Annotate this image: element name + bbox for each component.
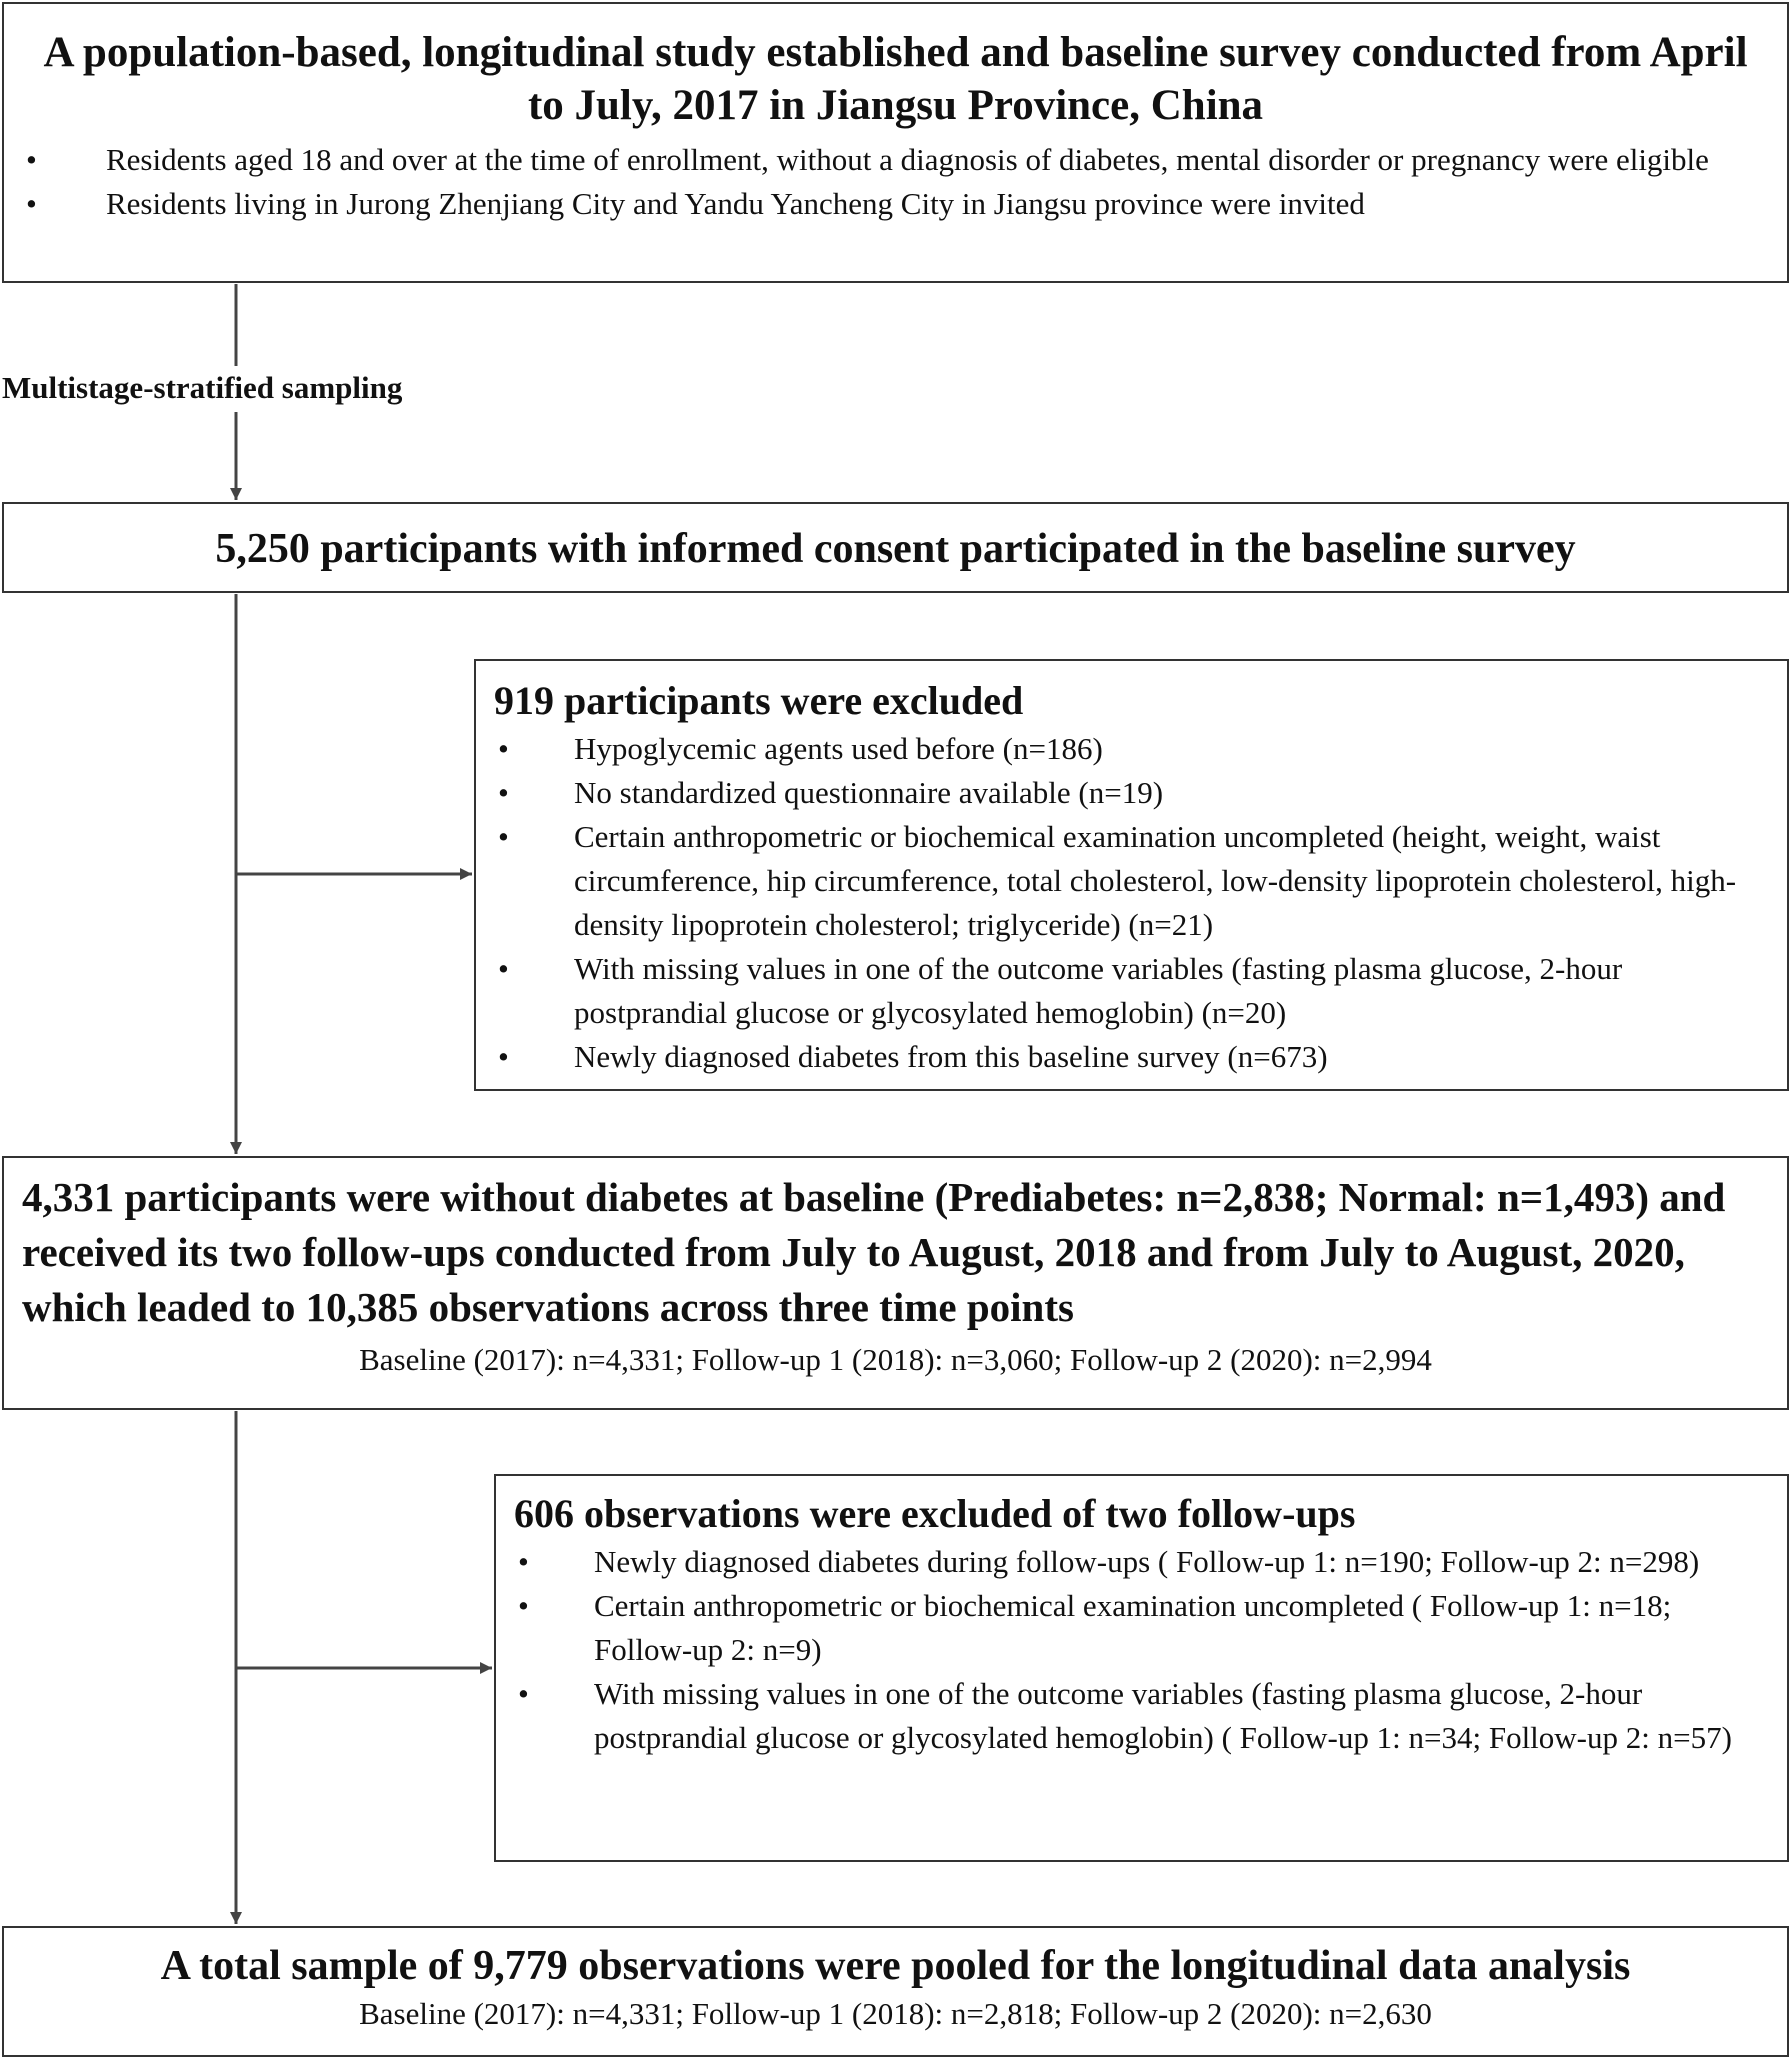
invitation-criterion: • Residents living in Jurong Zhenjiang City and Yandu Yancheng City in Jiangsu province were invited [26,182,1765,226]
participant-exclusion-title: 919 participants were excluded [494,678,1024,723]
study-eligibility-list [26,138,1765,226]
without-diabetes-counts: Baseline (2017): n=4,331; Follow-up 1 (2018): n=3,060; Follow-up 2 (2020): n=2,994 [359,1342,1432,1377]
exclusion-reason: • With missing values in one of the outcome variables (fasting plasma glucose, 2-hour postprandial glucose or glycosylated hemoglobin) ( Follow-up 1: n=34; Follow-up 2: n=57) [514,1672,1775,1760]
total-sample-box [2,1926,1789,2057]
exclusion-reason: • Newly diagnosed diabetes from this baseline survey (n=673) [494,1035,1777,1079]
study-design-title: A population-based, longitudinal study established and baseline survey conducted from April to July, 2017 in Jiangsu Province, China [43,29,1748,129]
participant-exclusion-list [494,727,1777,1079]
exclusion-reason: • Newly diagnosed diabetes during follow-ups ( Follow-up 1: n=190; Follow-up 2: n=298) [514,1540,1775,1584]
sampling-method-label: Multistage-stratified sampling [2,370,403,405]
participant-exclusion-box [474,659,1789,1091]
total-sample-counts: Baseline (2017): n=4,331; Follow-up 1 (2018): n=2,818; Follow-up 2 (2020): n=2,630 [359,1996,1432,2031]
observation-exclusion-list [514,1540,1775,1760]
exclusion-reason: • No standardized questionnaire available (n=19) [494,771,1777,815]
exclusion-reason: • Certain anthropometric or biochemical examination uncompleted (height, weight, waist circumference, hip circumference, total cholesterol, low-density lipoprotein cholesterol, high-density lipoprotein cholesterol; triglyceride) (n=21) [494,815,1777,947]
observation-exclusion-box [494,1474,1789,1862]
observation-exclusion-title: 606 observations were excluded of two follow-ups [514,1491,1356,1536]
eligibility-criterion: • Residents aged 18 and over at the time of enrollment, without a diagnosis of diabetes, mental disorder or pregnancy were eligible [26,138,1765,182]
study-design-box [2,2,1789,283]
baseline-participants-title: 5,250 participants with informed consent participated in the baseline survey [215,526,1576,572]
total-sample-title: A total sample of 9,779 observations were pooled for the longitudinal data analysis [160,1943,1631,1989]
without-diabetes-title: 4,331 participants were without diabetes at baseline (Prediabetes: n=2,838; Normal: n=1,493) and received its two follow-ups conducted from July to August, 2018 and from July to August, 2020, which leaded to 10,385 observations across three time points [22,1174,1726,1330]
exclusion-reason: • Certain anthropometric or biochemical examination uncompleted ( Follow-up 1: n=18; Follow-up 2: n=9) [514,1584,1775,1672]
without-diabetes-box [2,1156,1789,1410]
exclusion-reason: • With missing values in one of the outcome variables (fasting plasma glucose, 2-hour postprandial glucose or glycosylated hemoglobin) (n=20) [494,947,1777,1035]
baseline-participants-box [2,502,1789,593]
exclusion-reason: • Hypoglycemic agents used before (n=186) [494,727,1777,771]
